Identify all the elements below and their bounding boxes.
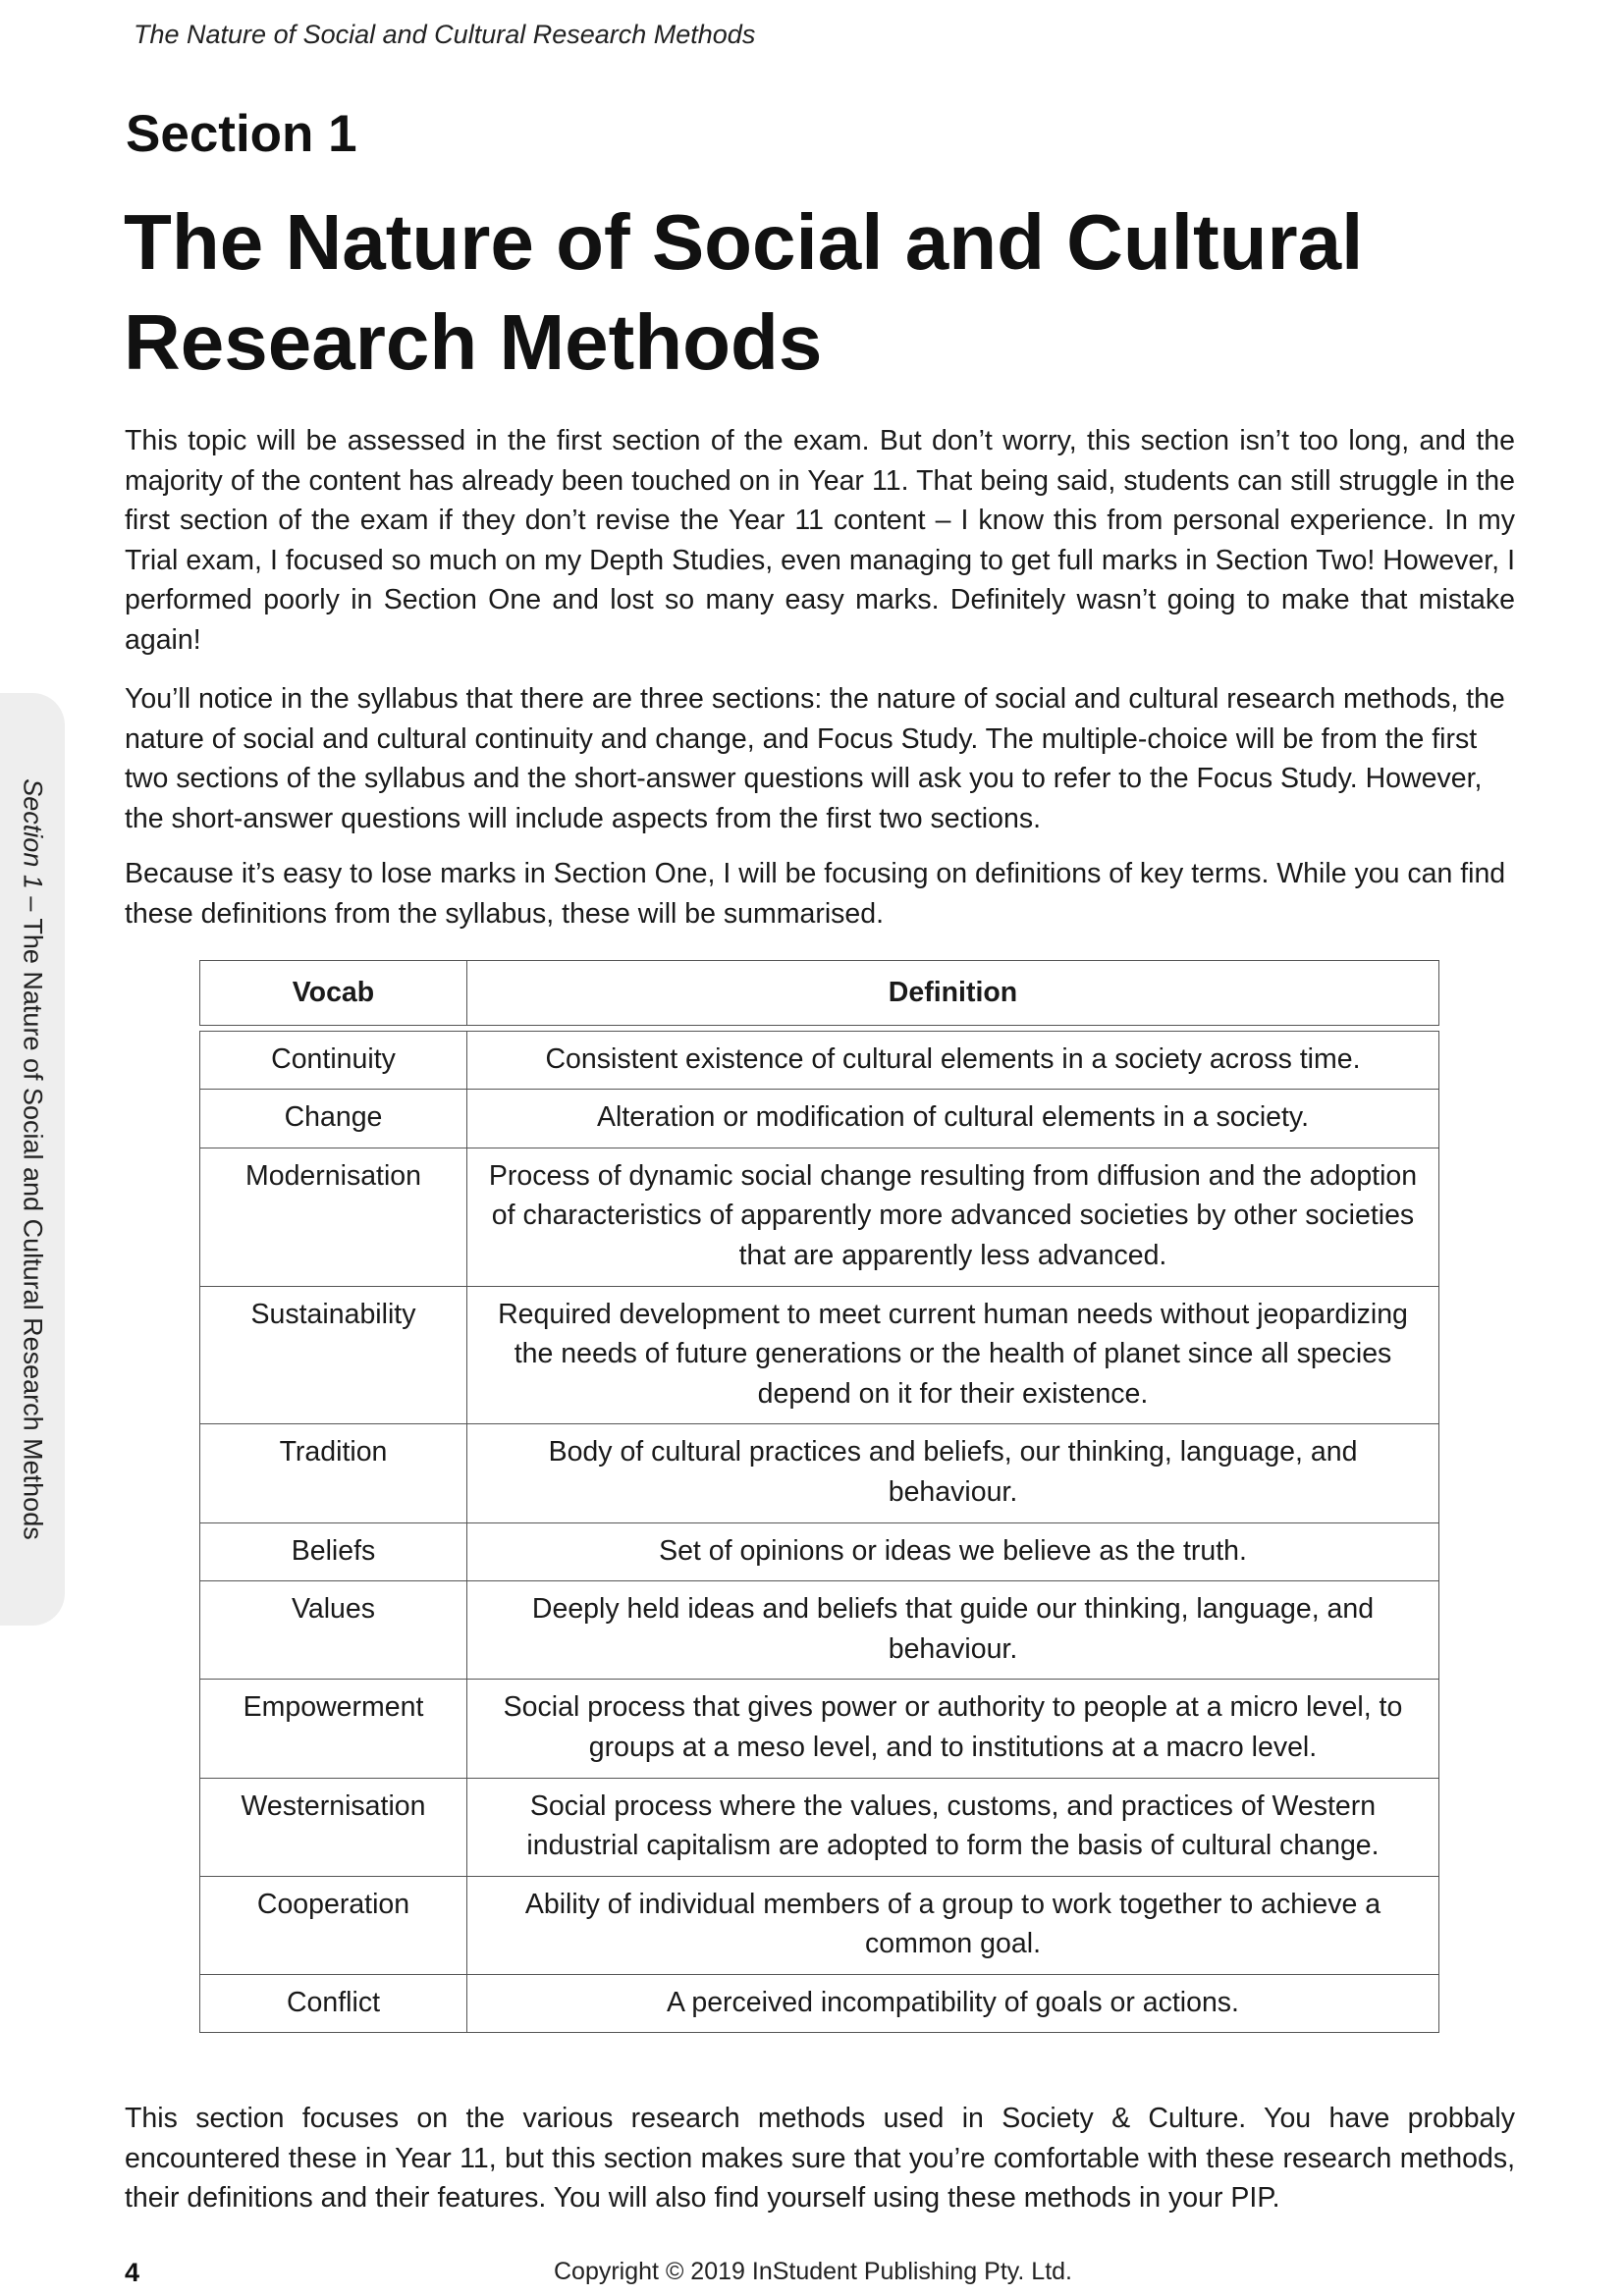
intro-paragraph: This topic will be assessed in the first section of the exam. But don’t worry, this section isn’t too long, and the majority of the content has already been touched on in Year 11. That being said, students can still struggle in the first section of the exam if they don’t revise the Year 11 content – I know this from personal experience. In my Trial exam, I focused so much on my Depth Studies, even managing to get full marks in Section Two! However, I performed poorly in Section One and lost so many easy marks. Definitely wasn’t going to make that mistake again! [125, 425, 1515, 656]
table-body [200, 1025, 1439, 2033]
vocab-term: Westernisation [200, 1778, 467, 1876]
side-tab-title: – The Nature of Social and Cultural Research Methods [18, 888, 48, 1540]
page-title: The Nature of Social and Cultural Research Methods [124, 198, 1364, 386]
vocab-definition: Set of opinions or ideas we believe as the truth. [467, 1522, 1439, 1581]
vocab-term: Tradition [200, 1424, 467, 1522]
vocab-definition: Process of dynamic social change resulting from diffusion and the adoption of characteristics of apparently more advanced societies by other societies that are apparently less advanced. [467, 1148, 1439, 1286]
table-row [200, 1522, 1439, 1581]
section-label: Section 1 [126, 105, 357, 163]
table-row [200, 1680, 1439, 1778]
vocab-definition: Required development to meet current human needs without jeopardizing the needs of future generations or the health of planet since all species depend on it for their existence. [467, 1286, 1439, 1424]
vocab-definition: Ability of individual members of a group to work together to achieve a common goal. [467, 1876, 1439, 1974]
vocab-definition: Body of cultural practices and beliefs, our thinking, language, and behaviour. [467, 1424, 1439, 1522]
vocab-term: Continuity [200, 1031, 467, 1090]
table-row [200, 1876, 1439, 1974]
vocab-table [199, 960, 1439, 2033]
table-row [200, 1581, 1439, 1680]
vocab-term: Beliefs [200, 1522, 467, 1581]
table-row [200, 1778, 1439, 1876]
vocab-definition: Deeply held ideas and beliefs that guide our thinking, language, and behaviour. [467, 1581, 1439, 1680]
side-tab-section: Section 1 [18, 778, 48, 889]
vocab-definition: Social process that gives power or authority to people at a micro level, to groups at a meso level, and to institutions at a macro level. [467, 1680, 1439, 1778]
table-row [200, 1148, 1439, 1286]
page-number: 4 [125, 2258, 140, 2287]
header-vocab: Vocab [200, 961, 467, 1026]
vocab-definition: Alteration or modification of cultural elements in a society. [467, 1090, 1439, 1148]
table-row [200, 1031, 1439, 1090]
vocab-term: Empowerment [200, 1680, 467, 1778]
copyright: Copyright © 2019 InStudent Publishing Pty. Ltd. [554, 2258, 1073, 2285]
table-row [200, 1090, 1439, 1148]
vocab-term: Modernisation [200, 1148, 467, 1286]
table-row [200, 1286, 1439, 1424]
header-definition: Definition [467, 961, 1439, 1026]
vocab-definition: Consistent existence of cultural elements in a society across time. [467, 1031, 1439, 1090]
vocab-term: Cooperation [200, 1876, 467, 1974]
side-tab-label [18, 778, 48, 1539]
vocab-term: Values [200, 1581, 467, 1680]
research-methods-paragraph: This section focuses on the various research methods used in Society & Culture. You have probbaly encountered these in Year 11, but this section makes sure that you’re comfortable with these research methods, their definitions and their features. You will also find yourself using these methods in your PIP. [125, 2103, 1515, 2215]
definitions-paragraph: Because it’s easy to lose marks in Section One, I will be focusing on definitions of key terms. While you can find these definitions from the syllabus, these will be summarised. [125, 858, 1506, 930]
table-header-row [200, 961, 1439, 1026]
vocab-term: Conflict [200, 1974, 467, 2033]
running-header: The Nature of Social and Cultural Research Methods [134, 20, 756, 49]
table-row [200, 1974, 1439, 2033]
table-row [200, 1424, 1439, 1522]
syllabus-paragraph: You’ll notice in the syllabus that there are three sections: the nature of social and cultural research methods, the nature of social and cultural continuity and change, and Focus Study. The multiple-choice will be from the first two sections of the syllabus and the short-answer questions will ask you to refer to the Focus Study. However, the short-answer questions will include aspects from the first two sections. [125, 683, 1505, 834]
vocab-term: Change [200, 1090, 467, 1148]
vocab-term: Sustainability [200, 1286, 467, 1424]
vocab-definition: A perceived incompatibility of goals or actions. [467, 1974, 1439, 2033]
vocab-definition: Social process where the values, customs, and practices of Western industrial capitalism are adopted to form the basis of cultural change. [467, 1778, 1439, 1876]
